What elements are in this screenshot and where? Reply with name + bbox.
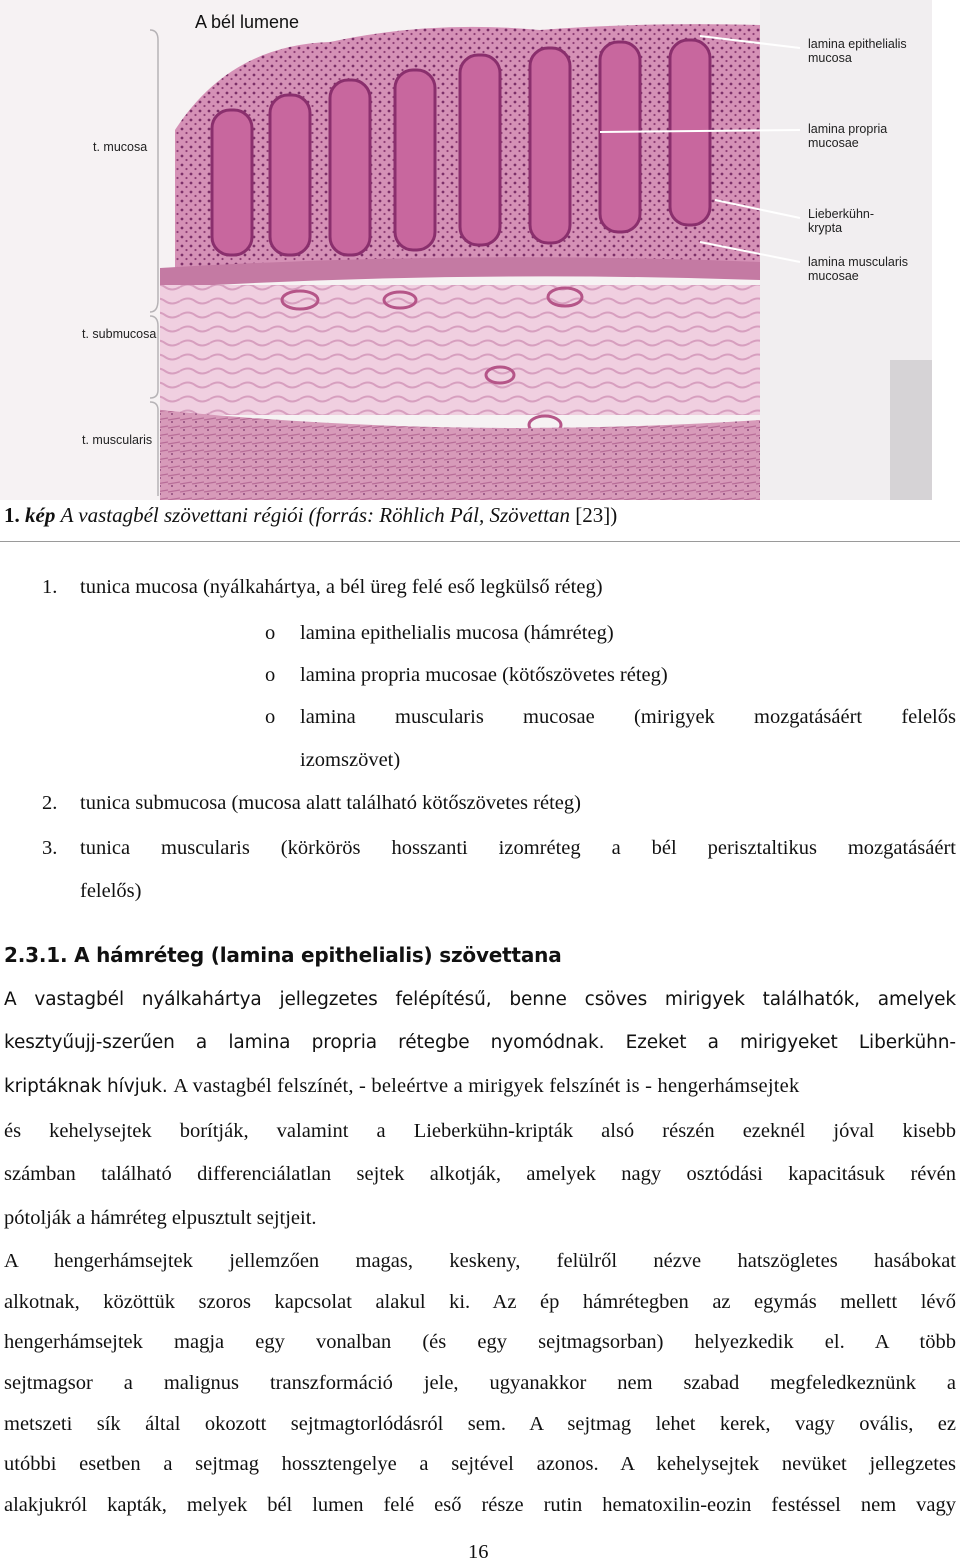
sub-item-1: lamina epithelialis mucosa (hámréteg) xyxy=(300,622,614,644)
label-line: mucosae xyxy=(808,269,859,283)
label-line: mucosa xyxy=(808,51,852,65)
paragraph-line: sejtmagsor a malignus transzformáció jele, ugyanakkor nem szabad megfeledkeznünk a xyxy=(4,1372,956,1394)
section-heading: 2.3.1. A hámréteg (lamina epithelialis) szövettana xyxy=(4,943,562,967)
bullet: o xyxy=(265,622,276,644)
paragraph-line: A vastagbél nyálkahártya jellegzetes felépítésű, benne csöves mirigyek találhatók, amelyek xyxy=(4,989,956,1010)
paragraph-line: pótolják a hámréteg elpusztult sejtjeit. xyxy=(4,1207,317,1229)
list-item-3-cont: felelős) xyxy=(80,880,142,902)
paragraph-line: kesztyűujj-szerűen a lamina propria rétegbe nyomódnak. Ezeket a mirigyeket Liberkühn- xyxy=(4,1032,956,1053)
list-item-2: tunica submucosa (mucosa alatt található kötőszövetes réteg) xyxy=(80,792,581,814)
label-lamina-epithelialis xyxy=(808,37,907,65)
label-line: mucosae xyxy=(808,136,859,150)
label-line: krypta xyxy=(808,221,843,235)
paragraph-line: alkotnak, közöttük szoros kapcsolat alakul ki. Az ép hámrétegben az egymás mellett lévő xyxy=(4,1291,956,1313)
paragraph-line: hengerhámsejtek magja egy vonalban (és egy sejtmagsorban) helyezkedik el. A több xyxy=(4,1331,956,1353)
sub-item-2: lamina propria mucosae (kötőszövetes réteg) xyxy=(300,664,668,686)
list-number-3: 3. xyxy=(42,837,58,859)
sub-item-3: lamina muscularis mucosae (mirigyek mozgatásáért felelős xyxy=(300,706,956,728)
caption-ref: [23]) xyxy=(569,503,618,527)
list-item-3: tunica muscularis (körkörös hosszanti izomréteg a bél perisztaltikus mozgatásáért xyxy=(80,837,956,859)
label-line: Lieberkühn- xyxy=(808,207,875,221)
paragraph-line: utóbbi esetben a sejtmag hossztengelye a sejtével azonos. A kehelysejtek nevüket jellegzetes xyxy=(4,1453,956,1475)
bullet: o xyxy=(265,664,276,686)
label-line: lamina muscularis xyxy=(808,255,909,269)
paragraph-line: és kehelysejtek borítják, valamint a Lieberkühn-kripták alsó részén ezeknél jóval kisebb xyxy=(4,1120,956,1142)
label-lieberkuhn-krypta xyxy=(808,207,874,235)
label-t-muscularis: t. muscularis xyxy=(82,433,153,447)
label-line: lamina propria xyxy=(808,122,888,136)
caption-text: A vastagbél szövettani régiói (forrás: Röhlich Pál, Szövettan xyxy=(60,503,570,527)
list-number-1: 1. xyxy=(42,576,58,598)
paragraph-fragment: A vastagbél felszínét, - beleértve a mirigyek felszínét is - hengerhámsejtek xyxy=(173,1075,800,1097)
list-item-1: tunica mucosa (nyálkahártya, a bél üreg felé eső legkülső réteg) xyxy=(80,576,603,598)
paragraph-line xyxy=(4,1074,799,1099)
label-t-mucosa: t. mucosa xyxy=(93,140,148,154)
divider xyxy=(0,541,960,542)
label-lamina-propria xyxy=(808,122,887,150)
bullet: o xyxy=(265,706,276,728)
label-t-submucosa: t. submucosa xyxy=(82,327,157,341)
caption-number: 1. xyxy=(4,503,20,527)
list-number-2: 2. xyxy=(42,792,58,814)
paragraph-line: metszeti sík által okozott sejtmagtorlódásról sem. A sejtmag lehet kerek, vagy ovális, ez xyxy=(4,1413,956,1435)
paragraph-line: A hengerhámsejtek jellemzően magas, keskeny, felülről nézve hatszögletes hasábokat xyxy=(4,1250,956,1272)
histology-image xyxy=(0,0,932,500)
figure-caption xyxy=(4,503,617,528)
lumen-label: A bél lumene xyxy=(195,12,300,32)
paragraph-line: számban található differenciálatlan sejtek alkotják, amelyek nagy osztódási kapacitásuk révén xyxy=(4,1163,956,1185)
paragraph-fragment: kriptáknak hívjuk. xyxy=(4,1076,168,1097)
caption-keyword: kép xyxy=(25,503,56,527)
histology-figure xyxy=(0,0,932,500)
sub-item-3-cont: izomszövet) xyxy=(300,749,401,771)
paragraph-line: alakjukról kapták, melyek bél lumen felé eső része rutin hematoxilin-eozin festéssel nem vagy xyxy=(4,1494,956,1516)
page-number: 16 xyxy=(468,1541,489,1563)
label-lamina-muscularis xyxy=(808,255,908,283)
label-line: lamina epithelialis xyxy=(808,37,907,51)
